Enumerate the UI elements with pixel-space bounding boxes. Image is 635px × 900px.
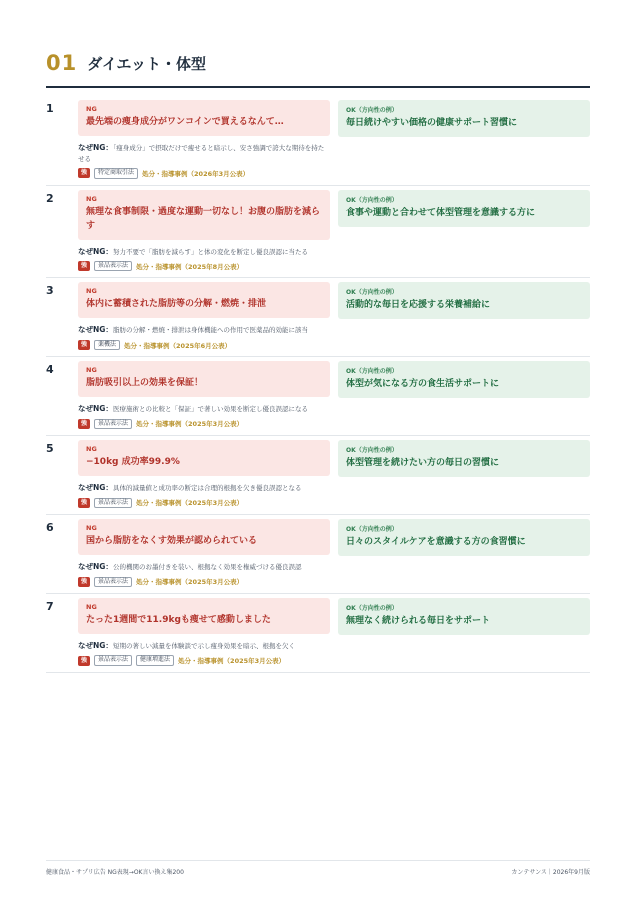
item-row	[78, 190, 590, 272]
item-row	[78, 519, 590, 587]
ng-label: NG	[86, 524, 97, 533]
item-number: 1	[46, 102, 54, 115]
ok-column	[338, 190, 590, 272]
reason-text: 努力不要で「脂肪を減らす」と体の変化を断定し優良誤認に当たる	[112, 247, 308, 256]
ng-expression: 脂肪吸引以上の効果を保証！	[86, 378, 204, 389]
ng-expression: 体内に蓄積された脂肪等の分解・燃焼・排泄	[86, 299, 267, 310]
strong-badge: 強	[78, 168, 90, 178]
reason-text: 医療施術との比較と「保証」で著しい効果を断定し優良誤認になる	[112, 405, 308, 414]
ng-box	[78, 440, 330, 476]
ng-box	[78, 282, 330, 318]
law-tag: 景品表示法	[94, 261, 132, 272]
ng-column	[78, 361, 330, 429]
strong-badge: 強	[78, 498, 90, 508]
law-tag: 特定商取引法	[94, 168, 138, 179]
tag-row	[78, 655, 330, 666]
ng-box	[78, 519, 330, 555]
ok-box	[338, 519, 590, 556]
page-footer	[46, 860, 590, 876]
reason-key: なぜNG：	[78, 325, 113, 335]
reason	[78, 403, 330, 415]
case-reference: 処分・指導事例（2026年3月公表）	[142, 169, 250, 178]
ok-box	[338, 100, 590, 137]
case-reference: 処分・指導事例（2025年3月公表）	[136, 578, 244, 587]
reason-text: 短期の著しい減量を体験談で示し痩身効果を暗示、根拠を欠く	[112, 642, 295, 651]
item-row	[78, 282, 590, 350]
ng-column	[78, 190, 330, 272]
reason-key: なぜNG：	[78, 562, 113, 572]
ng-expression: たった1週間で11.9kgも痩せて感動しました	[86, 615, 271, 626]
list-item	[46, 278, 590, 357]
ok-box	[338, 361, 590, 398]
tag-row	[78, 168, 330, 179]
reason-key: なぜNG：	[78, 483, 113, 493]
ok-expression: 無理なく続けられる毎日をサポート	[346, 616, 491, 627]
ok-box	[338, 190, 590, 227]
list-item	[46, 436, 590, 515]
list-item	[46, 515, 590, 594]
item-row	[78, 598, 590, 666]
ok-expression: 日々のスタイルケアを意識する方の食習慣に	[346, 537, 526, 548]
reason-key: なぜNG：	[78, 404, 113, 414]
tag-row	[78, 577, 330, 588]
reason	[78, 142, 330, 165]
tag-row	[78, 498, 330, 509]
item-number: 2	[46, 191, 54, 205]
list-item	[46, 96, 590, 186]
ok-expression: 毎日続けやすい価格の健康サポート習慣に	[346, 118, 518, 128]
item-number: 7	[46, 600, 54, 614]
ok-column	[338, 361, 590, 429]
ok-box	[338, 282, 590, 319]
ng-expression: −10kg 成功率99.9%	[86, 457, 180, 468]
ng-column	[78, 100, 330, 179]
law-tag: 景品表示法	[94, 419, 132, 430]
law-tag: 景品表示法	[94, 577, 132, 588]
ng-box	[78, 190, 330, 240]
reason	[78, 561, 330, 573]
ok-expression: 体型管理を続けたい方の毎日の習慣に	[346, 458, 500, 469]
reason-text: 「痩身成分」で摂取だけで痩せると暗示し、安さ強調で誇大な期待を持たせる	[78, 143, 325, 164]
reason	[78, 246, 330, 258]
ok-column	[338, 598, 590, 666]
item-number: 4	[46, 363, 54, 377]
strong-badge: 強	[78, 577, 90, 587]
ng-box	[78, 598, 330, 634]
list-item	[46, 357, 590, 436]
ok-label: OK（方向性の例）	[346, 196, 398, 204]
reason	[78, 640, 330, 652]
law-tag: 薬機法	[94, 340, 120, 351]
ng-label: NG	[86, 194, 97, 203]
ng-label: NG	[86, 603, 97, 612]
ng-label: NG	[86, 287, 97, 296]
ng-box	[78, 100, 330, 136]
ok-label: OK（方向性の例）	[346, 447, 398, 455]
case-reference: 処分・指導事例（2025年8月公表）	[136, 262, 244, 271]
ok-column	[338, 282, 590, 350]
item-row	[78, 440, 590, 508]
reason	[78, 324, 330, 336]
tag-row	[78, 419, 330, 430]
ng-expression: 最先端の痩身成分がワンコインで買えるなんて…	[86, 117, 284, 127]
item-list	[46, 96, 590, 673]
strong-badge: 強	[78, 261, 90, 271]
footer-publisher: カンテサンス｜2026年9月版	[511, 869, 590, 876]
ng-box	[78, 361, 330, 397]
case-reference: 処分・指導事例（2025年3月公表）	[136, 420, 244, 429]
reason-key: なぜNG：	[78, 246, 113, 256]
ng-column	[78, 282, 330, 350]
ok-box	[338, 598, 590, 635]
list-item	[46, 186, 590, 279]
reason-key: なぜNG：	[78, 142, 113, 152]
section-header	[46, 52, 590, 88]
strong-badge: 強	[78, 656, 90, 666]
ok-label: OK（方向性の例）	[346, 526, 398, 534]
law-tag: 景品表示法	[94, 498, 132, 509]
case-reference: 処分・指導事例（2025年3月公表）	[178, 657, 286, 666]
ng-column	[78, 440, 330, 508]
list-item	[46, 594, 590, 673]
reason	[78, 482, 330, 494]
ok-label: OK（方向性の例）	[346, 289, 398, 297]
ok-label: OK（方向性の例）	[346, 368, 398, 376]
ok-label: OK（方向性の例）	[346, 107, 398, 114]
item-row	[78, 100, 590, 179]
ng-expression: 国から脂肪をなくす効果が認められている	[86, 536, 258, 547]
ng-expression: 無理な食事制限・過度な運動一切なし！お腹の脂肪を減らす	[86, 206, 321, 231]
reason-text: 具体的減量値と成功率の断定は合理的根拠を欠き優良誤認となる	[112, 484, 302, 493]
ok-box	[338, 440, 590, 477]
ok-column	[338, 100, 590, 179]
ok-expression: 活動的な毎日を応援する栄養補給に	[346, 300, 491, 311]
ok-column	[338, 440, 590, 508]
section-number: 01	[46, 50, 78, 75]
ng-label: NG	[86, 105, 97, 113]
item-number: 3	[46, 284, 54, 298]
footer-document-title: 健康食品・サプリ広告 NG表現→OK言い換え集200	[46, 869, 184, 876]
ng-column	[78, 598, 330, 666]
strong-badge: 強	[78, 419, 90, 429]
case-reference: 処分・指導事例（2025年6月公表）	[124, 341, 232, 350]
ok-column	[338, 519, 590, 587]
ok-expression: 食事や運動と合わせて体型管理を意識する方に	[346, 207, 536, 218]
law-tag: 健康増進法	[136, 655, 174, 666]
ok-label: OK（方向性の例）	[346, 605, 398, 613]
ng-label: NG	[86, 445, 97, 454]
tag-row	[78, 340, 330, 351]
reason-text: 公的機関のお墨付きを装い、根拠なく効果を権威づける優良誤認	[112, 563, 302, 572]
item-number: 5	[46, 442, 54, 456]
section-title: ダイエット・体型	[87, 54, 207, 73]
item-row	[78, 361, 590, 429]
law-tag: 景品表示法	[94, 655, 132, 666]
case-reference: 処分・指導事例（2025年3月公表）	[136, 499, 244, 508]
tag-row	[78, 261, 330, 272]
item-number: 6	[46, 521, 54, 535]
ng-column	[78, 519, 330, 587]
reason-text: 脂肪の分解・燃焼・排泄は身体機能への作用で医薬品的効能に該当	[112, 326, 308, 335]
ng-label: NG	[86, 366, 97, 375]
ok-expression: 体型が気になる方の食生活サポートに	[346, 379, 500, 390]
strong-badge: 強	[78, 340, 90, 350]
reason-key: なぜNG：	[78, 641, 113, 651]
